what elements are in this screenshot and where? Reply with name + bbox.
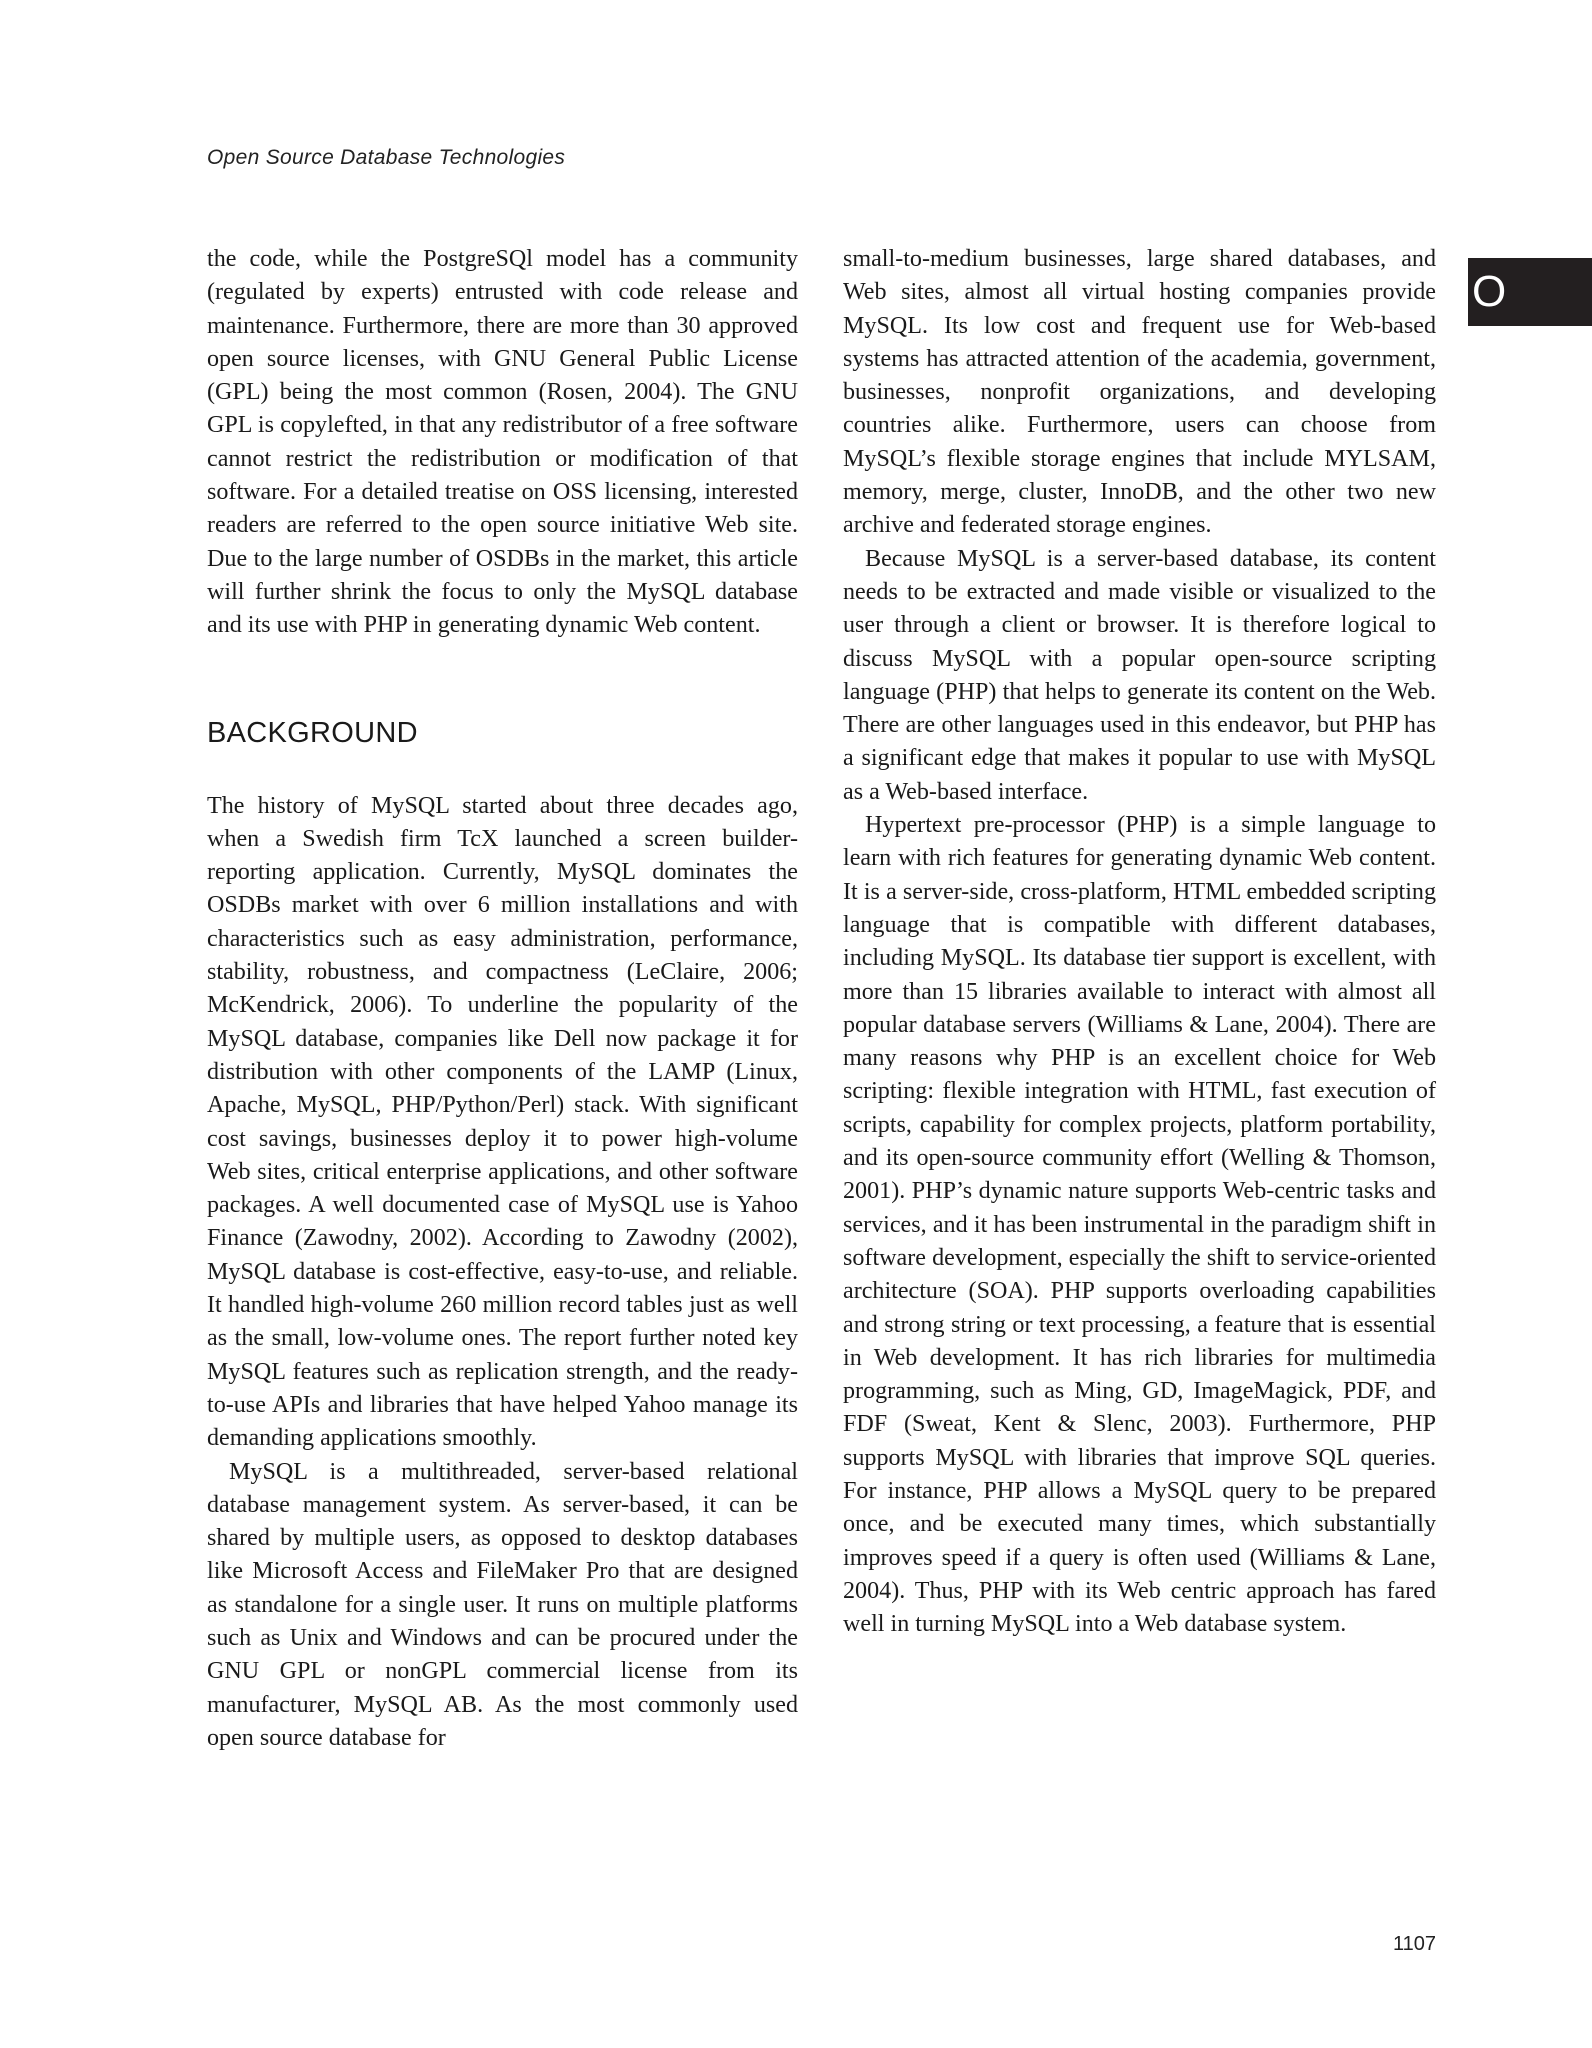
running-head: Open Source Database Technologies xyxy=(207,146,566,169)
section-letter-tab: O xyxy=(1468,258,1592,326)
right-paragraph-3: Hypertext pre-processor (PHP) is a simple language to learn with rich features for generating dynamic Web content. It is a server-side, cross-platform, HTML embedded scripting language that is compatible with different databases, including MySQL. Its database tier support is excellent, with more than 15 libraries available to interact with almost all popular database servers (Williams & Lane, 2004). There are many reasons why PHP is an excellent choice for Web scripting: flexible integration with HTML, fast execution of scripts, capability for complex projects, platform portability, and its open-source community effort (Welling & Thomson, 2001). PHP’s dynamic nature supports Web-centric tasks and services, and it has been instrumental in the paradigm shift in software development, especially the shift to service-oriented architecture (SOA). PHP supports overloading capabilities and strong string or text processing, a feature that is essential in Web development. It has rich libraries for multimedia programming, such as Ming, GD, ImageMagick, PDF, and FDF (Sweat, Kent & Slenc, 2003). Furthermore, PHP supports MySQL with libraries that improve SQL queries. For instance, PHP allows a MySQL query to be prepared once, and be executed many times, which substantially improves speed if a query is often used (Williams & Lane, 2004). Thus, PHP with its Web centric approach has fared well in turning MySQL into a Web database system. xyxy=(843,812,1436,1638)
section-heading: BACKGROUND xyxy=(207,716,418,749)
right-paragraph-1: small-to-medium businesses, large shared databases, and Web sites, almost all virtual hosting companies provide MySQL. Its low cost and frequent use for Web-based systems has attracted attention of the academia, government, businesses, nonprofit organizations, and developing countries alike. Furthermore, users can choose from MySQL’s flexible storage engines that include MYLSAM, memory, merge, cluster, InnoDB, and the other two new archive and federated storage engines. xyxy=(843,246,1436,539)
left-paragraph-1: the code, while the PostgreSQl model has a community (regulated by experts) entrusted with code release and maintenance. Furthermore, there are more than 30 approved open source licenses, with GNU General Public License (GPL) being the most common (Rosen, 2004). The GNU GPL is copylefted, in that any redistributor of a free software cannot restrict the redistribution or modification of that software. For a detailed treatise on OSS licensing, interested readers are referred to the open source initiative Web site. Due to the large number of OSDBs in the market, this article will further shrink the focus to only the MySQL database and its use with PHP in generating dynamic Web content. xyxy=(207,246,798,639)
left-paragraph-2: The history of MySQL started about three decades ago, when a Swedish firm TcX launched a screen builder-reporting application. Currently, MySQL dominates the OSDBs market with over 6 million installations and with characteristics such as easy administration, performance, stability, robustness, and compactness (LeClaire, 2006; McKendrick, 2006). To underline the popularity of the MySQL database, companies like Dell now package it for distribution with other components of the LAMP (Linux, Apache, MySQL, PHP/Python/Perl) stack. With significant cost savings, businesses deploy it to power high-volume Web sites, critical enterprise applications, and other software packages. A well documented case of MySQL use is Yahoo Finance (Zawodny, 2002). According to Zawodny (2002), MySQL database is cost-effective, easy-to-use, and reliable. It handled high-volume 260 million record tables just as well as the small, low-volume ones. The report further noted key MySQL features such as replication strength, and the ready-to-use APIs and libraries that have helped Yahoo manage its demanding applications smoothly. xyxy=(207,792,798,1452)
left-paragraph-3: MySQL is a multithreaded, server-based relational database management system. As server-based, it can be shared by multiple users, as opposed to desktop databases like Microsoft Access and FileMaker Pro that are designed as standalone for a single user. It runs on multiple platforms such as Unix and Windows and can be procured under the GNU GPL or nonGPL commercial license from its manufacturer, MySQL AB. As the most commonly used open source database for xyxy=(207,1458,798,1751)
right-column xyxy=(843,243,1436,1641)
page-number: 1107 xyxy=(1392,1933,1436,1955)
left-column xyxy=(207,243,798,1755)
right-paragraph-2: Because MySQL is a server-based database, its content needs to be extracted and made visible or visualized to the user through a client or browser. It is therefore logical to discuss MySQL with a popular open-source scripting language (PHP) that helps to generate its content on the Web. There are other languages used in this endeavor, but PHP has a significant edge that makes it popular to use with MySQL as a Web-based interface. xyxy=(843,545,1436,805)
